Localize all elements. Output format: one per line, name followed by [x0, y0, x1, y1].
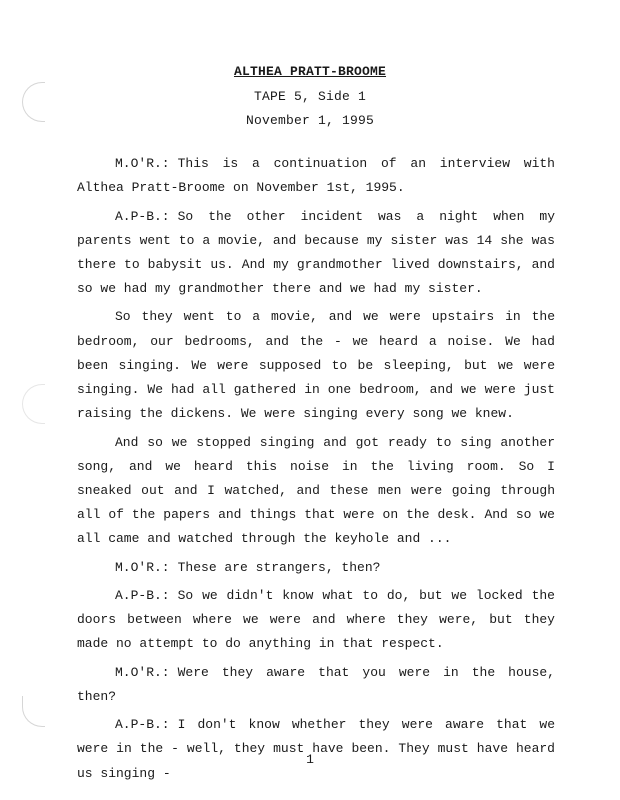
interview-date: November 1, 1995	[245, 113, 375, 128]
transcript-paragraph	[77, 584, 555, 657]
paragraph-text: So we didn't know what to do, but we locked the doors between where we were and where they were, but they made no attempt to do anything in that respect.	[77, 587, 555, 652]
transcript-paragraph	[77, 305, 555, 426]
transcript-paragraph	[77, 713, 555, 786]
speaker-label: M.O'R.:	[115, 559, 170, 575]
paragraph-text: And so we stopped singing and got ready to sing another song, and we heard this noise in the living room. So I sneaked out and I watched, and these men were going through all of the papers and things that were on the desk. And so we all came and watched through the keyhole and ...	[77, 434, 555, 547]
speaker-label: A.P-B.:	[115, 717, 170, 733]
paragraph-text: This is a continuation of an interview with Althea Pratt-Broome on November 1st, 1995.	[77, 156, 555, 196]
paragraph-text: These are strangers, then?	[177, 559, 381, 575]
transcript-paragraph	[77, 152, 555, 200]
transcript-paragraph	[77, 431, 555, 552]
paragraph-text: Were they aware that you were in the house, then?	[77, 664, 555, 704]
page-number: 1	[306, 752, 314, 767]
transcript-paragraph	[77, 661, 555, 709]
transcript-body	[77, 152, 555, 790]
tape-label: TAPE 5, Side 1	[253, 89, 367, 104]
speaker-label: A.P-B.:	[115, 587, 170, 603]
transcript-paragraph	[77, 205, 555, 302]
speaker-label: M.O'R.:	[115, 664, 170, 680]
paragraph-text: So they went to a movie, and we were upstairs in the bedroom, our bedrooms, and the - we heard a noise. We had been singing. We were supposed to be sleeping, but we were singing. We had all gathered in one bedroom, and we were just raising the dickens. We were singing every song we knew.	[77, 309, 555, 422]
transcript-paragraph	[77, 556, 555, 580]
paragraph-text: So the other incident was a night when my parents went to a movie, and because my sister was 14 she was there to babysit us. And my grandmother lived downstairs, and so we had my grandmother there and we had my sister.	[77, 208, 555, 297]
speaker-label: M.O'R.:	[115, 156, 170, 171]
binder-hole-mark	[22, 696, 45, 727]
document-title: ALTHEA PRATT-BROOME	[233, 64, 387, 79]
speaker-label: A.P-B.:	[115, 208, 170, 224]
paragraph-text: I don't know whether they were aware that we were in the - well, they must have been. They must have heard us singing -	[77, 717, 555, 781]
binder-hole-mark	[22, 384, 45, 424]
